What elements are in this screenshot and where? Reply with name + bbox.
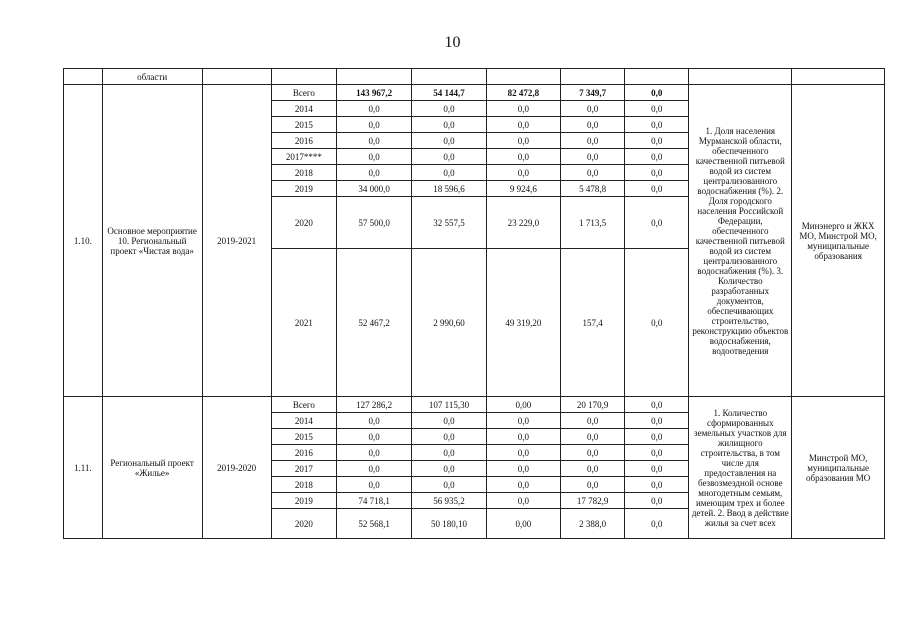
amount-cell-c1: 0,0 bbox=[412, 413, 486, 429]
amount-cell-total: 0,0 bbox=[336, 133, 411, 149]
amount-cell-c2: 0,0 bbox=[486, 117, 560, 133]
year-cell: 2018 bbox=[271, 165, 336, 181]
period-cell: 2019-2020 bbox=[202, 397, 271, 539]
amount-cell-c2: 0,0 bbox=[486, 133, 560, 149]
year-cell: Всего bbox=[271, 85, 336, 101]
year-cell: 2015 bbox=[271, 429, 336, 445]
amount-cell-c2: 0,00 bbox=[486, 397, 560, 413]
amount-cell-c3: 1 713,5 bbox=[561, 197, 625, 249]
row-number-cell: 1.11. bbox=[64, 397, 103, 539]
amount-cell-c1: 107 115,30 bbox=[412, 397, 486, 413]
amount-cell-c2: 49 319,20 bbox=[486, 249, 560, 397]
amount-cell-c4: 0,0 bbox=[625, 181, 689, 197]
amount-cell-total: 57 500,0 bbox=[336, 197, 411, 249]
amount-cell-c1: 0,0 bbox=[412, 477, 486, 493]
amount-cell-c1: 0,0 bbox=[412, 165, 486, 181]
year-cell: 2014 bbox=[271, 101, 336, 117]
executors-cell: Минэнерго и ЖКХ МО, Минстрой МО, муниципальные образования bbox=[792, 85, 885, 397]
amount-cell-c1: 2 990,60 bbox=[412, 249, 486, 397]
amount-cell-total: 0,0 bbox=[336, 445, 411, 461]
year-cell: 2016 bbox=[271, 133, 336, 149]
year-cell: 2018 bbox=[271, 477, 336, 493]
cell bbox=[561, 69, 625, 85]
table-row bbox=[64, 85, 885, 101]
amount-cell-c1: 50 180,10 bbox=[412, 509, 486, 539]
year-cell: 2014 bbox=[271, 413, 336, 429]
amount-cell-c3: 0,0 bbox=[561, 149, 625, 165]
amount-cell-total: 127 286,2 bbox=[336, 397, 411, 413]
amount-cell-c1: 0,0 bbox=[412, 445, 486, 461]
amount-cell-c2: 0,0 bbox=[486, 429, 560, 445]
amount-cell-c4: 0,0 bbox=[625, 149, 689, 165]
amount-cell-c4: 0,0 bbox=[625, 101, 689, 117]
amount-cell-c3: 2 388,0 bbox=[561, 509, 625, 539]
amount-cell-c3: 0,0 bbox=[561, 117, 625, 133]
executors-cell: Минстрой МО, муниципальные образования МО bbox=[792, 397, 885, 539]
amount-cell-c4: 0,0 bbox=[625, 117, 689, 133]
amount-cell-total: 143 967,2 bbox=[336, 85, 411, 101]
indicators-cell: 1. Доля населения Мурманской области, обеспеченного качественной питьевой водой из систем централизованного водоснабжения (%). 2. Доля городского населения Российской Федерации, обеспеченного качественной питьевой водой из систем централизованного водоснабжения (%). 3. Количество разработанных документов, обеспечивающих строительство, реконструкцию объектов водоснабжения, водоотведения bbox=[689, 85, 792, 397]
amount-cell-c2: 23 229,0 bbox=[486, 197, 560, 249]
amount-cell-c4: 0,0 bbox=[625, 493, 689, 509]
amount-cell-c4: 0,0 bbox=[625, 249, 689, 397]
amount-cell-c1: 0,0 bbox=[412, 461, 486, 477]
amount-cell-c3: 17 782,9 bbox=[561, 493, 625, 509]
year-cell: 2016 bbox=[271, 445, 336, 461]
amount-cell-c3: 0,0 bbox=[561, 101, 625, 117]
amount-cell-c3: 0,0 bbox=[561, 445, 625, 461]
amount-cell-total: 0,0 bbox=[336, 101, 411, 117]
year-cell: 2015 bbox=[271, 117, 336, 133]
cell bbox=[412, 69, 486, 85]
cell bbox=[336, 69, 411, 85]
amount-cell-total: 0,0 bbox=[336, 477, 411, 493]
amount-cell-c1: 0,0 bbox=[412, 117, 486, 133]
amount-cell-c3: 7 349,7 bbox=[561, 85, 625, 101]
cell bbox=[792, 69, 885, 85]
year-cell: 2020 bbox=[271, 509, 336, 539]
amount-cell-total: 0,0 bbox=[336, 165, 411, 181]
amount-cell-c4: 0,0 bbox=[625, 197, 689, 249]
amount-cell-c1: 32 557,5 bbox=[412, 197, 486, 249]
amount-cell-c3: 0,0 bbox=[561, 429, 625, 445]
amount-cell-c3: 20 170,9 bbox=[561, 397, 625, 413]
amount-cell-total: 0,0 bbox=[336, 413, 411, 429]
amount-cell-c4: 0,0 bbox=[625, 429, 689, 445]
indicators-cell: 1. Количество сформированных земельных участков для жилищного строительства, в том числе для предоставления на безвозмездной основе многодетным семьям, имеющим трех и более детей. 2. Ввод в действие жилья за счет всех bbox=[689, 397, 792, 539]
amount-cell-c3: 5 478,8 bbox=[561, 181, 625, 197]
cell bbox=[64, 69, 103, 85]
amount-cell-total: 74 718,1 bbox=[336, 493, 411, 509]
amount-cell-c3: 0,0 bbox=[561, 133, 625, 149]
amount-cell-c3: 157,4 bbox=[561, 249, 625, 397]
amount-cell-c2: 0,0 bbox=[486, 493, 560, 509]
amount-cell-c1: 54 144,7 bbox=[412, 85, 486, 101]
amount-cell-total: 0,0 bbox=[336, 461, 411, 477]
amount-cell-c2: 0,0 bbox=[486, 165, 560, 181]
year-cell: Всего bbox=[271, 397, 336, 413]
amount-cell-c1: 18 596,6 bbox=[412, 181, 486, 197]
amount-cell-c1: 56 935,2 bbox=[412, 493, 486, 509]
amount-cell-total: 34 000,0 bbox=[336, 181, 411, 197]
cell bbox=[271, 69, 336, 85]
amount-cell-c4: 0,0 bbox=[625, 133, 689, 149]
amount-cell-c4: 0,0 bbox=[625, 461, 689, 477]
amount-cell-c3: 0,0 bbox=[561, 461, 625, 477]
period-cell: 2019-2021 bbox=[202, 85, 271, 397]
amount-cell-c2: 0,0 bbox=[486, 461, 560, 477]
amount-cell-c2: 0,0 bbox=[486, 413, 560, 429]
amount-cell-c3: 0,0 bbox=[561, 413, 625, 429]
amount-cell-total: 0,0 bbox=[336, 149, 411, 165]
year-cell: 2021 bbox=[271, 249, 336, 397]
amount-cell-c4: 0,0 bbox=[625, 477, 689, 493]
cell bbox=[625, 69, 689, 85]
name-tail-cell: области bbox=[102, 69, 202, 85]
measure-name-cell: Региональный проект «Жилье» bbox=[102, 397, 202, 539]
amount-cell-c4: 0,0 bbox=[625, 445, 689, 461]
amount-cell-total: 0,0 bbox=[336, 117, 411, 133]
page-number: 10 bbox=[444, 34, 461, 51]
cell bbox=[202, 69, 271, 85]
amount-cell-c4: 0,0 bbox=[625, 165, 689, 181]
amount-cell-c2: 9 924,6 bbox=[486, 181, 560, 197]
amount-cell-c1: 0,0 bbox=[412, 429, 486, 445]
cell bbox=[486, 69, 560, 85]
amount-cell-c2: 0,0 bbox=[486, 149, 560, 165]
table-row bbox=[64, 397, 885, 413]
program-table bbox=[63, 68, 885, 539]
amount-cell-total: 52 568,1 bbox=[336, 509, 411, 539]
amount-cell-c4: 0,0 bbox=[625, 85, 689, 101]
amount-cell-c2: 0,00 bbox=[486, 509, 560, 539]
year-cell: 2019 bbox=[271, 181, 336, 197]
amount-cell-c1: 0,0 bbox=[412, 133, 486, 149]
amount-cell-c2: 0,0 bbox=[486, 445, 560, 461]
amount-cell-c4: 0,0 bbox=[625, 509, 689, 539]
amount-cell-c4: 0,0 bbox=[625, 397, 689, 413]
amount-cell-c2: 0,0 bbox=[486, 477, 560, 493]
year-cell: 2020 bbox=[271, 197, 336, 249]
amount-cell-c3: 0,0 bbox=[561, 165, 625, 181]
amount-cell-c2: 82 472,8 bbox=[486, 85, 560, 101]
amount-cell-c2: 0,0 bbox=[486, 101, 560, 117]
amount-cell-total: 52 467,2 bbox=[336, 249, 411, 397]
cell bbox=[689, 69, 792, 85]
amount-cell-c3: 0,0 bbox=[561, 477, 625, 493]
amount-cell-c1: 0,0 bbox=[412, 149, 486, 165]
amount-cell-c4: 0,0 bbox=[625, 413, 689, 429]
year-cell: 2017**** bbox=[271, 149, 336, 165]
table-row bbox=[64, 69, 885, 85]
year-cell: 2017 bbox=[271, 461, 336, 477]
row-number-cell: 1.10. bbox=[64, 85, 103, 397]
amount-cell-c1: 0,0 bbox=[412, 101, 486, 117]
measure-name-cell: Основное мероприятие 10. Региональный проект «Чистая вода» bbox=[102, 85, 202, 397]
year-cell: 2019 bbox=[271, 493, 336, 509]
amount-cell-total: 0,0 bbox=[336, 429, 411, 445]
